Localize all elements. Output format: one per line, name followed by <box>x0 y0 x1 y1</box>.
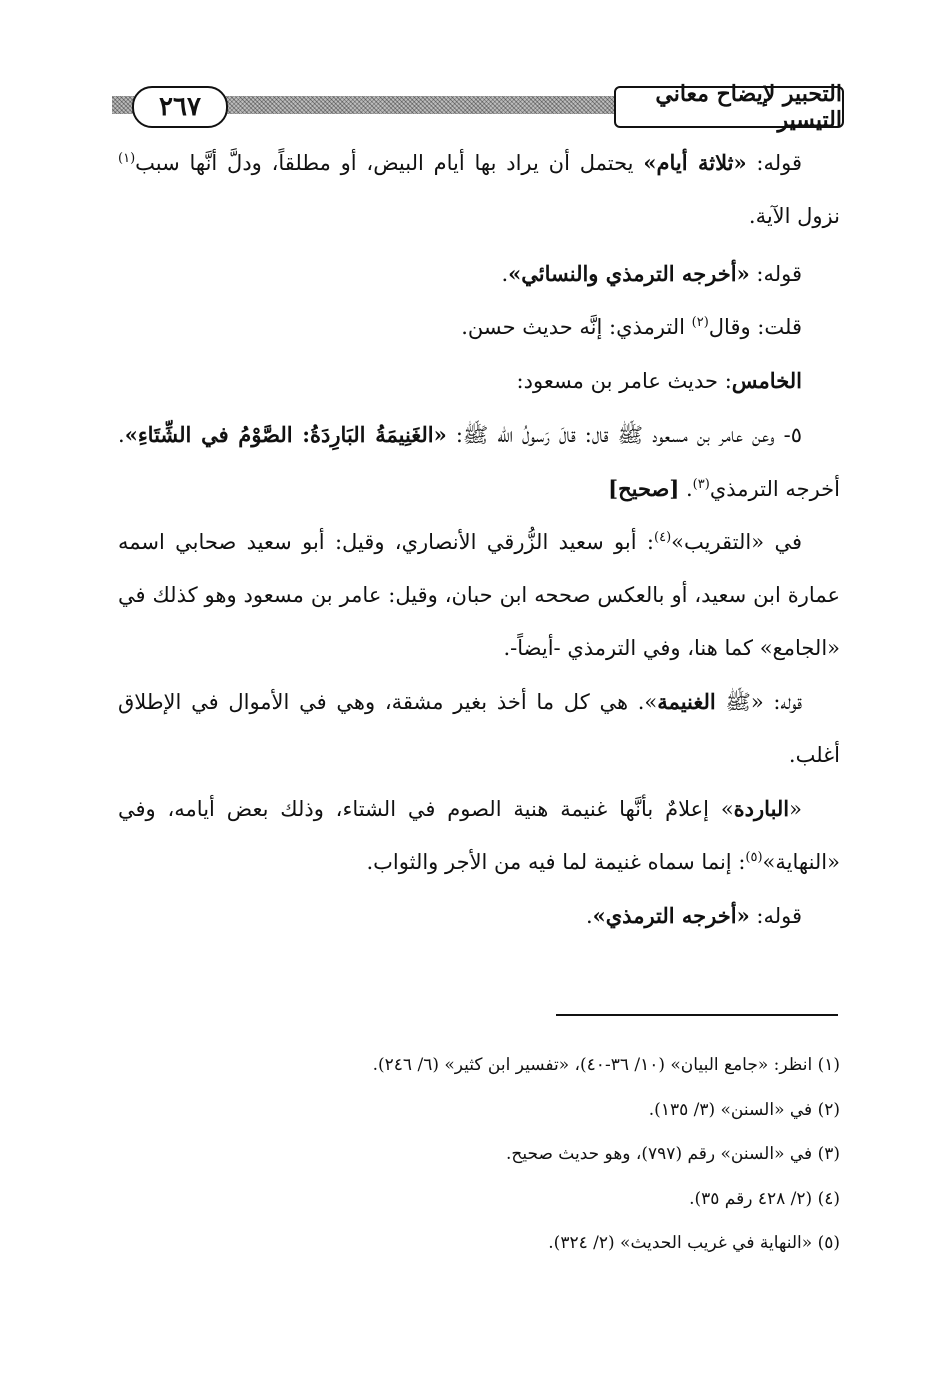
text-span: نزول الآية. <box>748 204 840 228</box>
paragraph-4 <box>118 354 840 408</box>
text-span: » إعلامٌ بأنَّها غنيمة هنية الصوم في الشتاء، وذلك بعض أيامه، وفي «النهاية» <box>118 797 840 874</box>
footnote-2: (٢) في «السنن» (٣/ ١٣٥). <box>648 1099 840 1120</box>
paragraph-1 <box>118 136 840 243</box>
text-span: في «التقريب» <box>671 530 802 554</box>
text-span: الترمذي: إنَّه حديث حسن. <box>461 315 692 339</box>
bold-quote: «ثلاثة أيام» <box>643 150 747 175</box>
paragraph-9 <box>118 889 840 943</box>
text-span: قوله: <box>746 151 803 175</box>
paragraph-3 <box>118 301 840 354</box>
bold-quote: الباردة <box>733 796 790 821</box>
paragraph-6 <box>118 516 840 675</box>
paragraph-2 <box>118 247 840 301</box>
footnote-ref-1[interactable]: (١) <box>118 151 136 166</box>
text-span: ». هي كل ما أخذ بغير مشقة، وهي في الأموال في الإطلاق أغلب. <box>118 690 840 767</box>
footnote-1: (١) انظر: «جامع البيان» (١٠/ ٣٦-٤٠)، «تفسير ابن كثير» (٦/ ٢٤٦). <box>372 1055 840 1075</box>
grading-label: [صحيح] <box>608 476 680 501</box>
text-span: . أخرجه الترمذي <box>118 423 840 501</box>
paragraph-8 <box>118 782 840 889</box>
paragraph-7 <box>118 675 840 782</box>
book-title: التحبير لإيضاح معاني التيسير <box>614 86 844 128</box>
text-span: قوله: <box>749 904 802 928</box>
text-span: : أبو سعيد الزُّرقي الأنصاري، وقيل: أبو سعيد صحابي اسمه عمارة ابن سعيد، أو بالعكس صححه ابن حبان، وقيل: عامر بن مسعود وهو كذلك في «الجامع» كما هنا، وفي الترمذي -أيضاً-. <box>118 530 840 660</box>
text-span: . <box>679 477 693 501</box>
main-text <box>118 136 840 943</box>
footnote-ref-5[interactable]: (٥) <box>745 850 763 865</box>
text-span: : حديث عامر بن مسعود: <box>516 369 732 393</box>
bold-quote: «أخرجه الترمذي والنسائي» <box>508 261 750 286</box>
footnotes <box>118 1043 840 1266</box>
text-span: . <box>501 262 509 286</box>
hadith-5 <box>118 408 840 516</box>
bold-quote: الغنيمة <box>657 689 716 714</box>
bold-quote: «أخرجه الترمذي» <box>592 903 750 928</box>
footnote-4: (٤) (٢/ ٤٢٨ رقم ٣٥). <box>689 1188 840 1209</box>
section-label: الخامس <box>731 368 802 393</box>
text-span: قلت: وقال <box>708 315 802 339</box>
page-number: ٢٦٧ <box>132 86 228 128</box>
text-span: قوله: «ﷺ <box>715 690 802 714</box>
footnote-ref-3[interactable]: (٣) <box>692 477 710 492</box>
footnote-5: (٥) «النهاية في غريب الحديث» (٢/ ٣٢٤). <box>548 1233 840 1253</box>
text-span: يحتمل أن يراد بها أيام البيض، أو مطلقاً، ودلَّ أنَّها سبب <box>135 151 644 175</box>
page-header <box>112 81 844 133</box>
text-span: . <box>585 904 593 928</box>
text-span: ٥- وعن عامر بن مسعود ﷺ قال: قالَ رَسولُ الله ﷺ: <box>446 423 802 447</box>
footnote-separator <box>556 1014 838 1016</box>
footnote-ref-4[interactable]: (٤) <box>654 530 672 545</box>
hadith-text: «الغَنِيمَةُ البَارِدَةُ: الصَّوْمُ في الشِّتَاءِ» <box>124 422 447 447</box>
text-span: « <box>789 797 802 821</box>
footnote-3: (٣) في «السنن» رقم (٧٩٧)، وهو حديث صحيح. <box>505 1144 840 1164</box>
text-span: قوله: <box>749 262 802 286</box>
footnote-ref-2[interactable]: (٢) <box>691 315 709 330</box>
text-span: : إنما سماه غنيمة لما فيه من الأجر والثواب. <box>366 850 746 874</box>
